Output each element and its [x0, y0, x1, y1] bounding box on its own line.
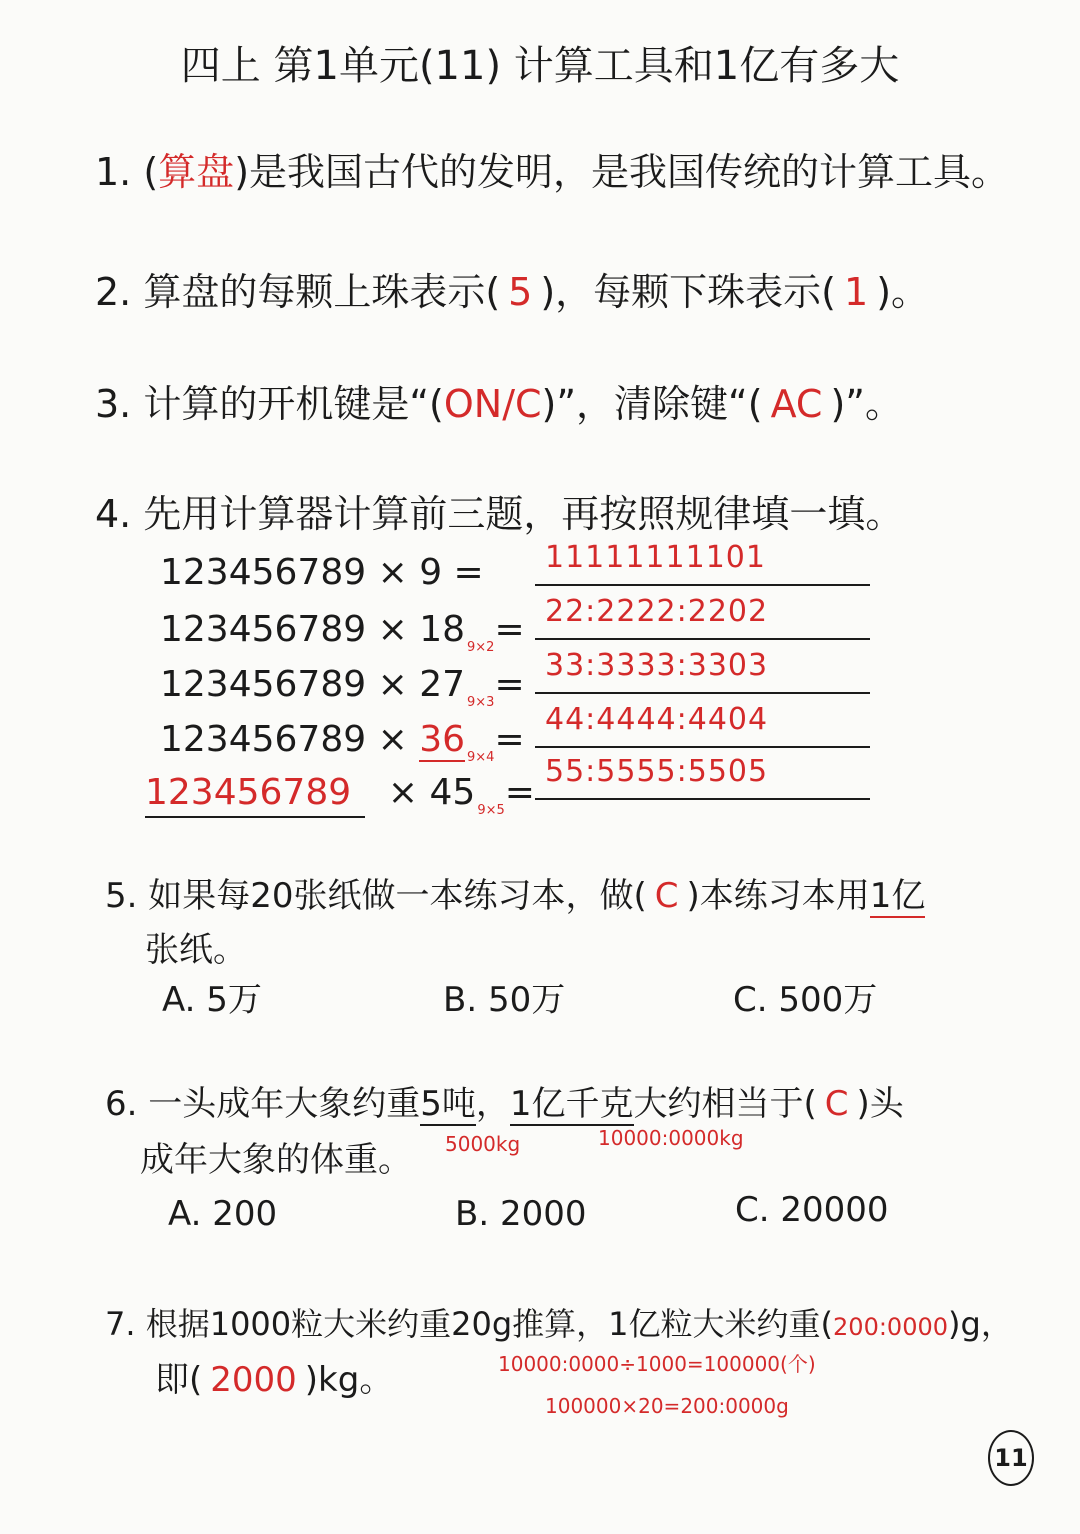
q7-prefix: 7. 根据1000粒大米约重20g推算，1亿粒大米约重( [105, 1305, 834, 1343]
q6-prefix: 6. 一头成年大象约重 [105, 1084, 421, 1124]
q5-answer: C [654, 876, 679, 916]
q2-suffix: )。 [876, 270, 930, 314]
q3-prefix: 3. 计算的开机键是“( [95, 382, 444, 426]
q4-row-1-expression: 123456789 × 9 = [160, 552, 484, 593]
q7-line-2-suffix: )kg。 [304, 1360, 394, 1400]
question-5 [105, 872, 925, 920]
q6-line-2: 成年大象的体重。 [140, 1140, 412, 1180]
q3-suffix: )”。 [830, 382, 903, 426]
q4-row-5-expression: 123456789 × 45 $_{9\times 5}$= [145, 772, 535, 818]
q7-note-1: 10000:0000÷1000=100000(个) [498, 1352, 816, 1376]
q2-prefix: 2. 算盘的每颗上珠表示( [95, 270, 501, 314]
q6-middle-2: 大约相当于( [633, 1084, 817, 1124]
question-7 [105, 1300, 1013, 1351]
q6-answer: C [824, 1084, 849, 1124]
q5-option-c: C. 500万 [733, 980, 878, 1020]
question-3 [95, 380, 903, 428]
q2-answer-1: 5 [508, 270, 533, 314]
q6-note-2: 10000:0000kg [598, 1126, 744, 1150]
q1-answer: 算盘 [158, 150, 235, 194]
q5-line-2: 张纸。 [145, 930, 247, 970]
q4-row-1-left: 123456789 × 9 [160, 552, 443, 593]
q3-middle: )”，清除键“( [541, 382, 763, 426]
question-4-stem: 4. 先用计算器计算前三题，再按照规律填一填。 [95, 492, 904, 536]
q4-row-3-hint: 9×3 [467, 695, 495, 710]
q6-option-a: A. 200 [168, 1194, 278, 1234]
q1-prefix: 1. ( [95, 150, 159, 194]
q7-note-2: 100000×20=200:0000g [545, 1394, 789, 1418]
q4-row-2-expression: 123456789 × 18 $_{9\times 2}$= [160, 609, 525, 655]
q4-row-2-left: 123456789 × 18 [160, 609, 465, 650]
q5-underlined: 1亿 [869, 876, 926, 916]
q5-option-a: A. 5万 [162, 980, 262, 1020]
q4-row-5-answer-line [535, 754, 870, 800]
q4-row-3-left: 123456789 × 27 [160, 664, 465, 705]
q2-middle: )，每颗下珠表示( [540, 270, 837, 314]
q4-row-4-fill: 36 [419, 719, 466, 760]
q4-row-1-answer-line [535, 540, 870, 586]
q4-row-3-answer: 33:3333:3303 [545, 648, 769, 683]
q4-row-5-right: × 45 [387, 772, 476, 813]
q6-underline-1: 5吨 [420, 1084, 476, 1124]
q2-answer-2: 1 [844, 270, 869, 314]
question-2 [95, 268, 929, 316]
q6-option-c: C. 20000 [735, 1190, 889, 1230]
q3-answer-1: ON/C [443, 382, 542, 426]
q7-line-2-prefix: 即( [155, 1360, 203, 1400]
page-number: 11 [988, 1430, 1034, 1486]
q4-row-5-fill: 123456789 [145, 770, 365, 818]
q3-answer-2: AC [770, 382, 823, 426]
q4-row-4-expression: 123456789 × 36 $_{9\times 4}$= [160, 719, 525, 765]
q4-row-4-answer-line [535, 702, 870, 748]
q7-answer-1: 200:0000 [833, 1313, 949, 1341]
q4-row-3-answer-line [535, 648, 870, 694]
q7-suffix: )g， [948, 1305, 1013, 1343]
q4-row-4-answer: 44:4444:4404 [545, 702, 769, 737]
q4-row-2-answer-line [535, 594, 870, 640]
q5-prefix: 5. 如果每20张纸做一本练习本，做( [105, 876, 647, 916]
q7-line-2 [155, 1356, 393, 1404]
page-title: 四上 第1单元(11) 计算工具和1亿有多大 [180, 43, 900, 89]
q4-row-2-hint: 9×2 [467, 640, 495, 655]
q4-row-5-answer: 55:5555:5505 [545, 754, 769, 789]
q6-note-1: 5000kg [445, 1132, 521, 1156]
question-1 [95, 148, 1009, 196]
q5-option-b: B. 50万 [443, 980, 566, 1020]
q4-row-4-hint: 9×4 [467, 750, 495, 765]
q1-suffix: )是我国古代的发明，是我国传统的计算工具。 [234, 150, 1010, 194]
q6-option-b: B. 2000 [455, 1194, 587, 1234]
q4-row-3-expression: 123456789 × 27 $_{9\times 3}$= [160, 664, 525, 710]
q4-row-5-hint: 9×5 [477, 803, 505, 818]
q4-row-4-left: 123456789 × [160, 719, 420, 760]
q6-underline-2: 1亿千克 [509, 1084, 634, 1124]
question-6 [105, 1080, 904, 1128]
q4-row-1-answer: 11111111101 [545, 540, 766, 575]
q6-middle: ， [475, 1084, 510, 1124]
q4-row-2-answer: 22:2222:2202 [545, 594, 769, 629]
q7-answer-2: 2000 [210, 1360, 297, 1400]
q5-suffix: )本练习本用 [686, 876, 870, 916]
q6-suffix: )头 [856, 1084, 904, 1124]
